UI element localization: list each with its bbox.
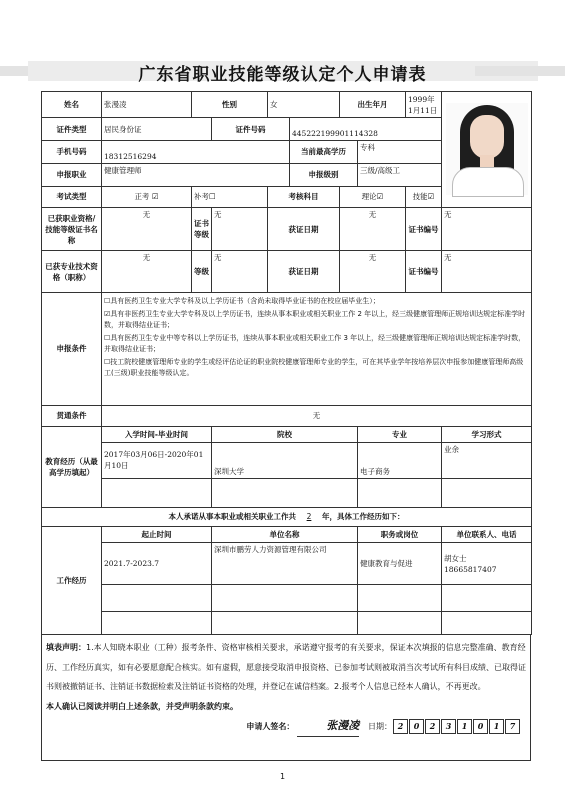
condition-2[interactable]: ☑具有非医药卫生专业大学专科及以上学历证书，连续从事本职业或相关职业工作 2 年以上，经三级健康管理师正规培训达规定标准学时数，并取得结业证书； [104,310,526,330]
work-commit: 本人承诺从事本职业或相关职业工作共 2 年，具体工作经历如下： [42,507,532,526]
declaration-text: 1.本人知晓本职业（工种）报考条件、资格审核相关要求，承诺遵守报考的有关要求，保证本次填报的信息完整准确、教育经历、工作经历真实，如有必要愿意配合核实。如有虚假，愿意接受取消申报资格、已参加考试则被取消当次考试所有科目成绩、已取得证书则被撤销证书、注销证书数据检索及注销证书资格的处理，并登记在诚信档案。2.报考个人信息已经本人确认，不再更改。 [46,643,526,691]
education-label: 当前最高学历 [290,140,358,163]
gender-label: 性别 [192,92,268,118]
tech-no-label: 证书编号 [406,251,442,293]
cert-no-label: 证书编号 [406,207,442,251]
applicant-signature[interactable]: 张漫凌 [297,716,359,737]
education-value: 专科 [358,140,442,163]
birth-label: 出生年月 [340,92,406,118]
gender-value: 女 [268,92,340,118]
edu-col-school: 院校 [212,426,358,443]
via-label: 贯通条件 [42,405,102,426]
edu-row [42,443,532,478]
condition-1[interactable]: ☐具有医药卫生专业大学专科及以上学历证书（含尚未取得毕业证书的在校应届毕业生）； [104,297,380,306]
conditions-label: 申报条件 [42,293,102,406]
applicant-photo [446,103,528,195]
name-value: 张漫凌 [102,92,192,118]
tech-level-value: 无 [212,251,268,293]
page-number: 1 [279,772,286,781]
via-value: 无 [102,405,532,426]
issue-date-label: 获证日期 [268,207,340,251]
phone-value: 18312516294 [102,140,290,163]
exam-theory-check[interactable]: 理论☑ [340,186,406,207]
occupation-value: 健康管理师 [102,163,290,186]
declaration-label: 填表声明： [46,643,86,652]
tech-date-value: 无 [340,251,406,293]
work-company: 深圳市鹏劳人力资源管理有限公司 [212,543,358,585]
qual-no-value: 无 [442,207,532,251]
condition-3[interactable]: ☐具有医药卫生专业中等专科以上学历证书，连续从事本职业或相关职业工作 3 年以上，经三级健康管理师正规培训达规定标准学时数，并取得结业证书； [104,334,526,354]
edu-major: 电子商务 [358,443,442,478]
name-label: 姓名 [42,92,102,118]
edu-form: 业余 [442,443,532,478]
id-type-label: 证件类型 [42,118,102,141]
occupation-label: 申报职业 [42,163,102,186]
form-title: 广东省职业技能等级认定个人申请表 [138,65,427,85]
qual-date-value: 无 [340,207,406,251]
tech-level-label: 等级 [192,251,212,293]
edu-col-time: 入学时间-毕业时间 [102,426,212,443]
work-time: 2021.7-2023.7 [102,543,212,585]
tech-qual-value: 无 [102,251,192,293]
id-type-value: 居民身份证 [102,118,212,141]
edu-time: 2017年03月06日-2020年01月10日 [102,443,212,478]
application-form [41,91,532,635]
photo-cell [442,92,532,208]
work-position: 健康教育与促进 [358,543,442,585]
work-years: 2 [306,512,312,522]
edu-history-label: 教育经历（从最高学历填起） [42,426,102,507]
tech-no-value: 无 [442,251,532,293]
signature-line: 申请人签名： 张漫凌 日期： 2 0 2 3 1 0 1 7 [46,716,526,737]
phone-label: 手机号码 [42,140,102,163]
exam-type-label: 考试类型 [42,186,102,207]
work-contact: 胡女士 18665817407 [442,543,532,585]
cert-level-label: 证书等级 [192,207,212,251]
id-no-label: 证件号码 [212,118,290,141]
level-label: 申报级别 [290,163,358,186]
edu-school: 深圳大学 [212,443,358,478]
work-col-position: 职务或岗位 [358,526,442,543]
work-history-label: 工作经历 [42,526,102,634]
work-col-company: 单位名称 [212,526,358,543]
edu-col-major: 专业 [358,426,442,443]
work-col-time: 起止时间 [102,526,212,543]
conditions-list [102,293,532,406]
work-row [42,543,532,585]
exam-subject-label: 考核科目 [268,186,340,207]
declaration-section [41,635,531,761]
condition-4[interactable]: ☐技工院校健康管理师专业的学生或经评估论证的职业院校健康管理师专业的学生，可在其毕业学年按培养层次申报参加健康管理师高级工(三级)职业技能等级认定。 [104,358,524,378]
work-col-contact: 单位联系人、电话 [442,526,532,543]
id-no-value: 445222199901114328 [290,118,442,141]
qual-level-value: 无 [212,207,268,251]
exam-makeup-check[interactable]: 补考☐ [192,186,268,207]
level-value: 三级/高级工 [358,163,442,186]
exam-skill-check[interactable]: 技能☑ [406,186,442,207]
birth-value: 1999年1月11日 [406,92,442,118]
qual-cert-value: 无 [102,207,192,251]
exam-normal-check[interactable]: 正考 ☑ [102,186,192,207]
tech-date-label: 获证日期 [268,251,340,293]
date-boxes[interactable]: 2 0 2 3 1 0 1 7 [392,722,520,731]
qual-cert-label: 已获职业资格/技能等级证书名称 [42,207,102,251]
edu-col-form: 学习形式 [442,426,532,443]
declaration-confirm: 本人确认已阅读并明白上述条款，并受声明条款约束。 [46,701,238,711]
tech-qual-label: 已获专业技术资格（职称） [42,251,102,293]
